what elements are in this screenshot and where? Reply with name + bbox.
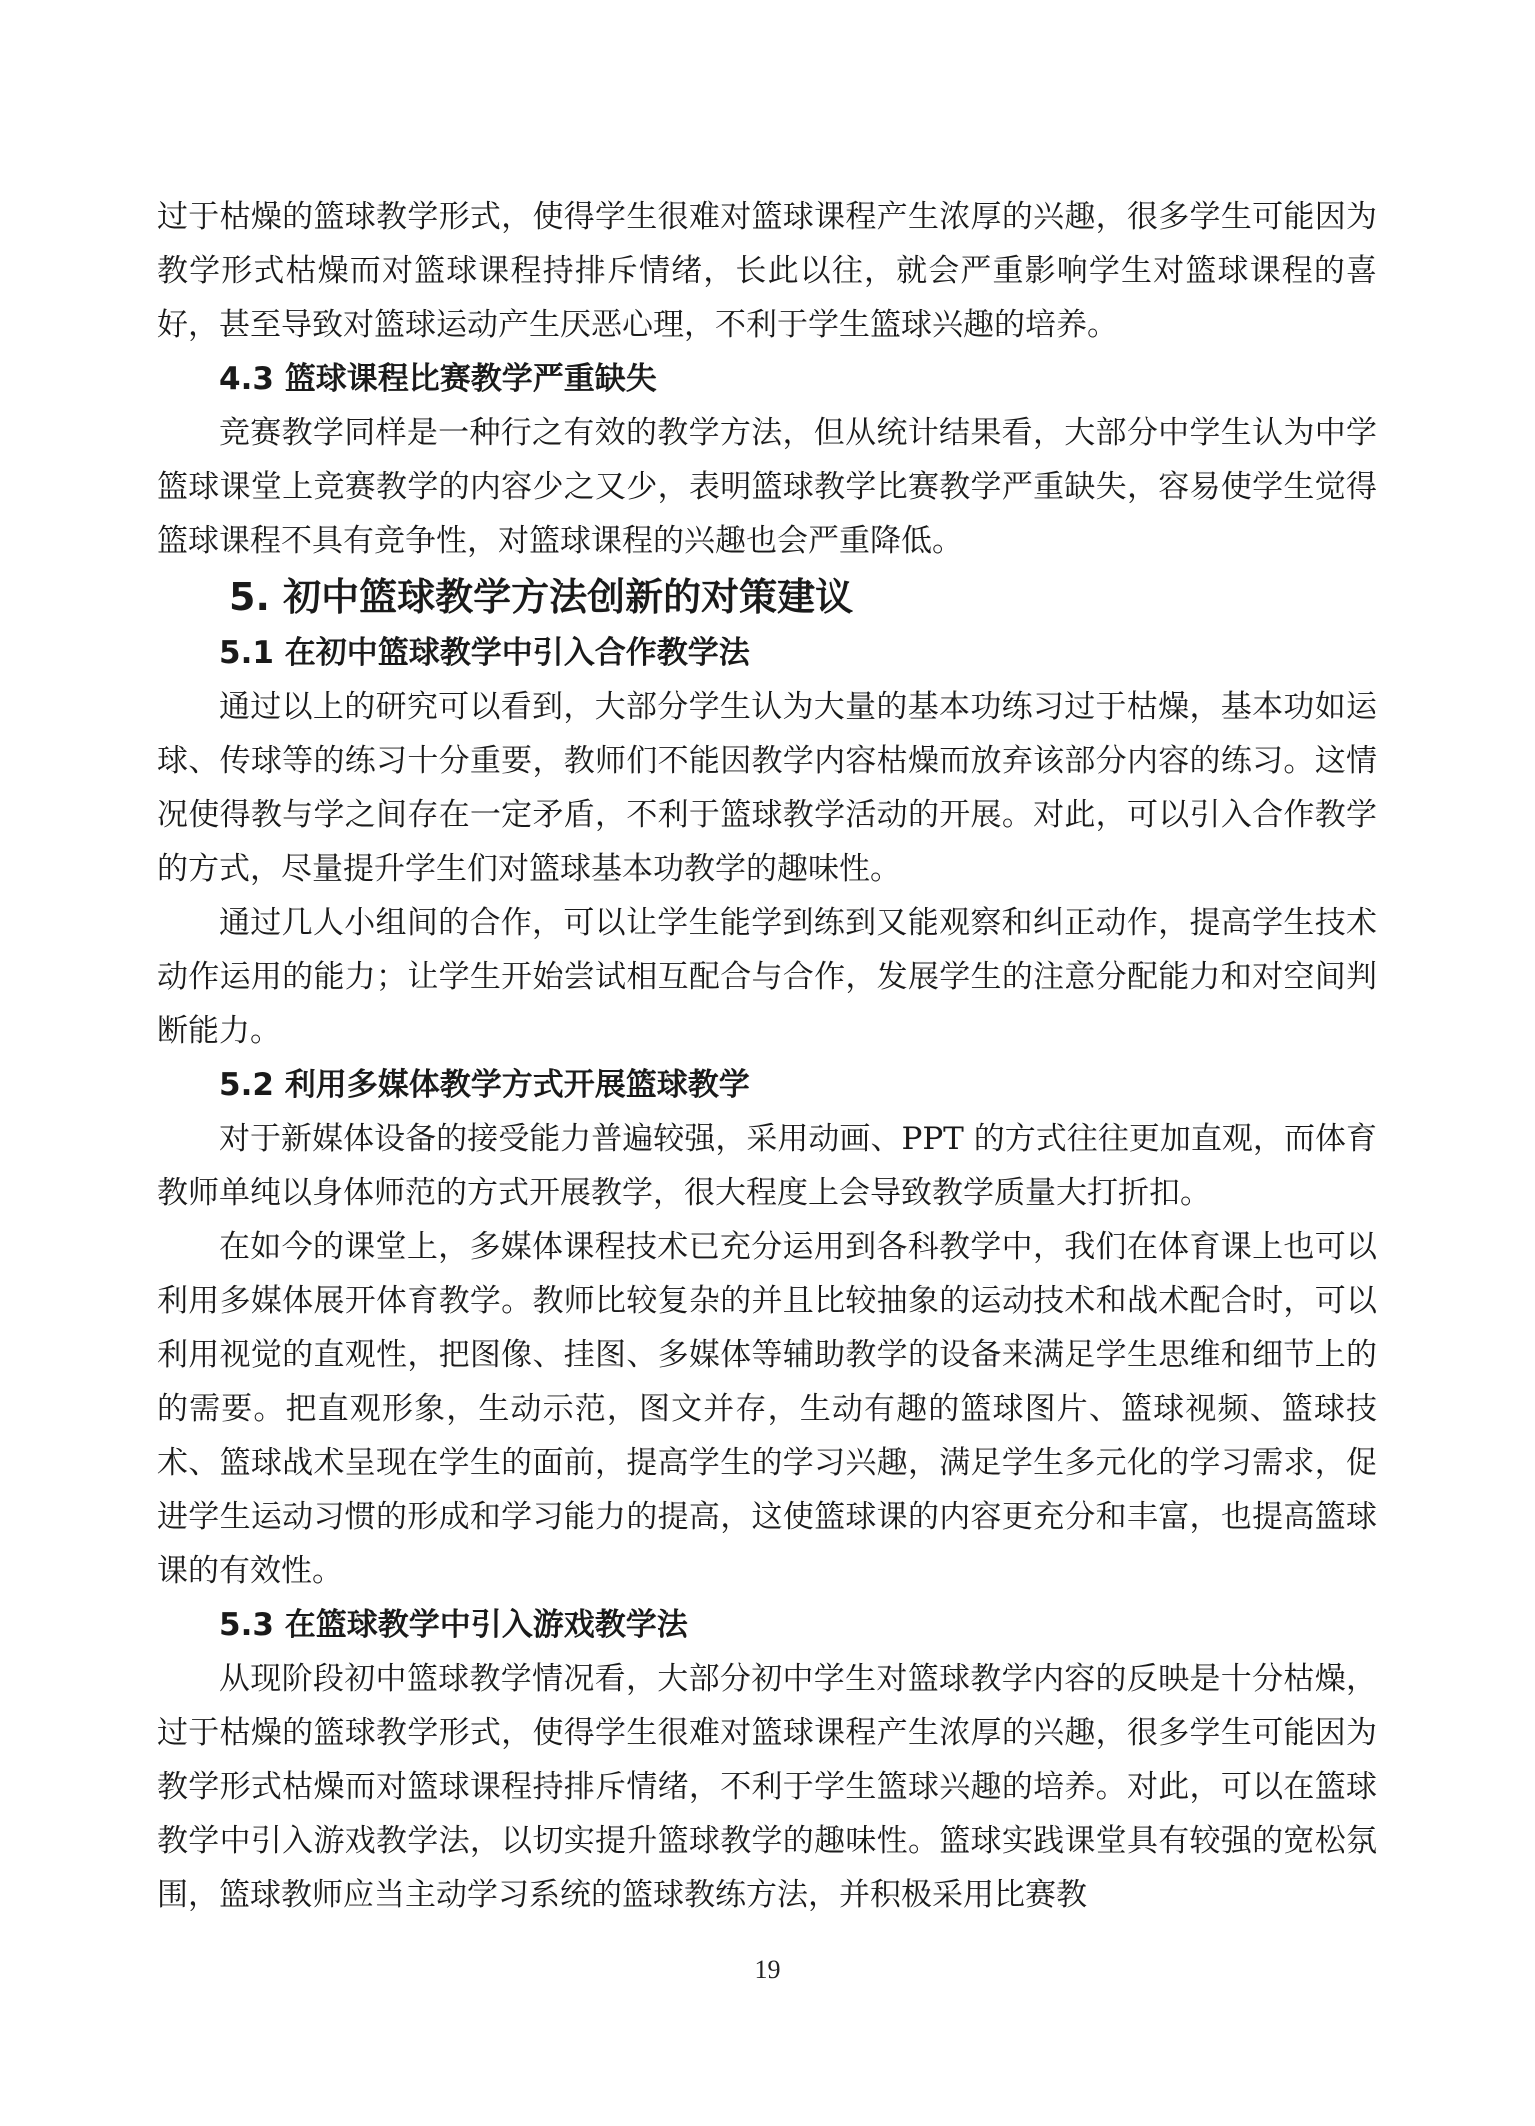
paragraph-5-2-b: 在如今的课堂上，多媒体课程技术已充分运用到各科教学中，我们在体育课上也可以利用多媒体展开体育教学。教师比较复杂的并且比较抽象的运动技术和战术配合时，可以利用视觉的直观性，把图像、挂图、多媒体等辅助教学的设备来满足学生思维和细节上的的需要。把直观形象，生动示范，图文并存，生动有趣的篮球图片、篮球视频、篮球技术、篮球战术呈现在学生的面前，提高学生的学习兴趣，满足学生多元化的学习需求，促进学生运动习惯的形成和学习能力的提高，这使篮球课的内容更充分和丰富，也提高篮球课的有效性。 [157,1229,1377,1589]
paragraph-5-2-a: 对于新媒体设备的接受能力普遍较强，采用动画、PPT 的方式往往更加直观，而体育教师单纯以身体师范的方式开展教学，很大程度上会导致教学质量大打折扣。 [157,1121,1377,1211]
paragraph-5-1-b: 通过几人小组间的合作，可以让学生能学到练到又能观察和纠正动作，提高学生技术动作运用的能力；让学生开始尝试相互配合与合作，发展学生的注意分配能力和对空间判断能力。 [157,905,1377,1049]
section-heading-5-2: 5.2 利用多媒体教学方式开展篮球教学 [219,1067,750,1103]
chapter-heading-5: 5. 初中篮球教学方法创新的对策建议 [229,575,854,619]
document-page [157,190,1377,1922]
paragraph-5-1-a: 通过以上的研究可以看到，大部分学生认为大量的基本功练习过于枯燥，基本功如运球、传球等的练习十分重要，教师们不能因教学内容枯燥而放弃该部分内容的练习。这情况使得教与学之间存在一定矛盾，不利于篮球教学活动的开展。对此，可以引入合作教学的方式，尽量提升学生们对篮球基本功教学的趣味性。 [157,689,1377,887]
section-heading-5-1: 5.1 在初中篮球教学中引入合作教学法 [219,635,750,671]
page-number: 19 [754,1955,781,1984]
paragraph-5-3: 从现阶段初中篮球教学情况看，大部分初中学生对篮球教学内容的反映是十分枯燥，过于枯燥的篮球教学形式，使得学生很难对篮球课程产生浓厚的兴趣，很多学生可能因为教学形式枯燥而对篮球课程持排斥情绪，不利于学生篮球兴趣的培养。对此，可以在篮球教学中引入游戏教学法，以切实提升篮球教学的趣味性。篮球实践课堂具有较强的宽松氛围，篮球教师应当主动学习系统的篮球教练方法，并积极采用比赛教 [157,1661,1377,1913]
section-heading-5-3: 5.3 在篮球教学中引入游戏教学法 [219,1607,688,1643]
section-heading-4-3: 4.3 篮球课程比赛教学严重缺失 [219,361,657,397]
paragraph-intro: 过于枯燥的篮球教学形式，使得学生很难对篮球课程产生浓厚的兴趣，很多学生可能因为教学形式枯燥而对篮球课程持排斥情绪，长此以往，就会严重影响学生对篮球课程的喜好，甚至导致对篮球运动产生厌恶心理，不利于学生篮球兴趣的培养。 [157,199,1377,343]
paragraph-4-3: 竞赛教学同样是一种行之有效的教学方法，但从统计结果看，大部分中学生认为中学篮球课堂上竞赛教学的内容少之又少，表明篮球教学比赛教学严重缺失，容易使学生觉得篮球课程不具有竞争性，对篮球课程的兴趣也会严重降低。 [157,415,1377,559]
